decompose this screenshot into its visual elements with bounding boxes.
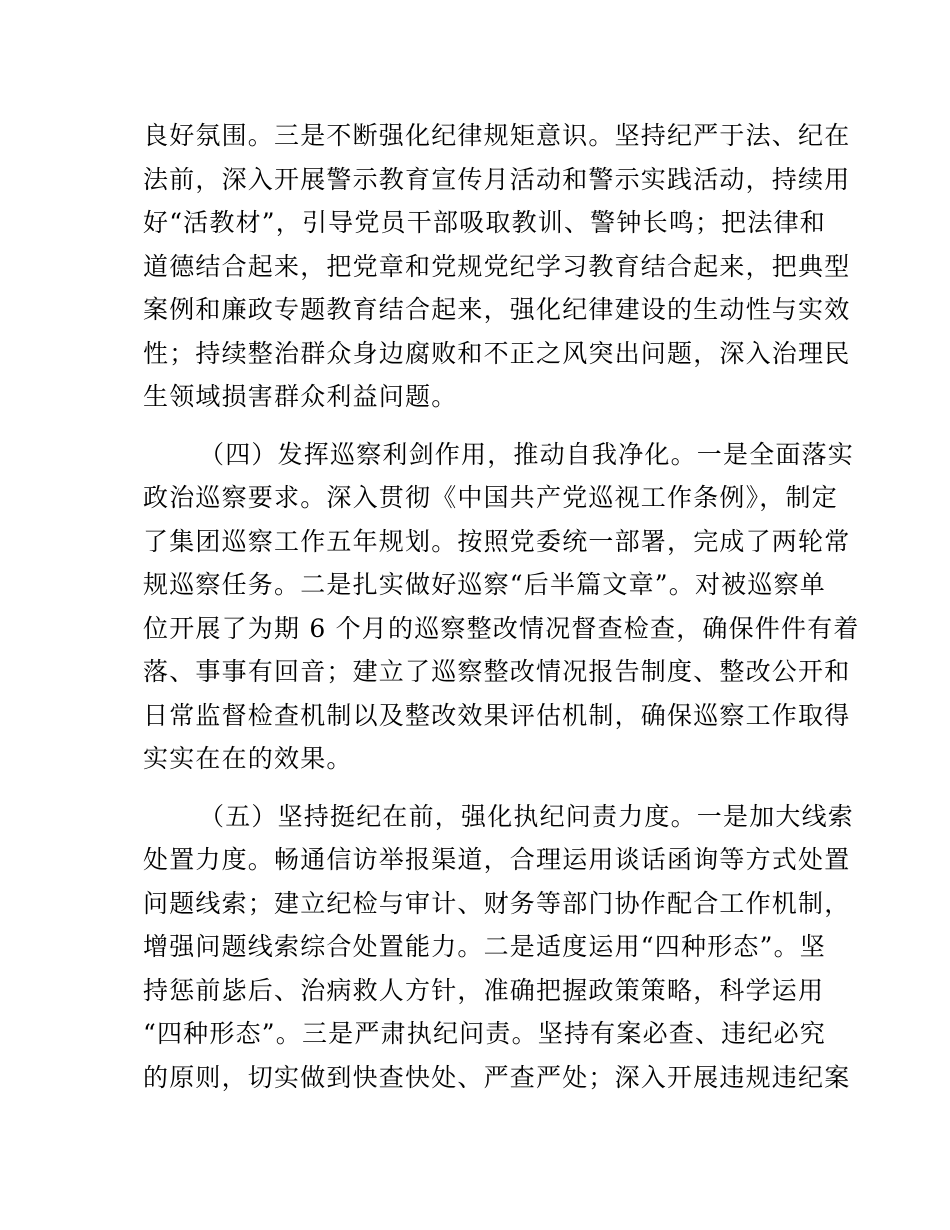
paragraph-line: 问题线索；建立纪检与审计、财务等部门协作配合工作机制， xyxy=(143,888,851,918)
paragraph-line: 良好氛围。三是不断强化纪律规矩意识。坚持纪严于法、纪在 xyxy=(143,121,851,150)
body-text xyxy=(143,114,860,1099)
paragraph-line: 日常监督检查机制以及整改效果评估机制，确保巡察工作取得 xyxy=(143,700,851,730)
paragraph-line: 道德结合起来，把党章和党规党纪学习教育结合起来，把典型 xyxy=(143,251,851,281)
paragraph-line: 案例和廉政专题教育结合起来，强化纪律建设的生动性与实效 xyxy=(143,295,851,324)
paragraph-line: 位开展了为期 6 个月的巡察整改情况督查检查，确保件件有着 xyxy=(143,613,860,643)
paragraph-heading-line: （五）坚持挺纪在前，强化执纪问责力度。一是加大线索 xyxy=(199,801,855,831)
paragraph-line: 了集团巡察工作五年规划。按照党委统一部署，完成了两轮常 xyxy=(143,526,851,556)
paragraph-line: “四种形态”。三是严肃执纪问责。坚持有案必查、违纪必究 xyxy=(143,1019,826,1048)
paragraph-line: 的原则，切实做到快查快处、严查严处；深入开展违规违纪案 xyxy=(143,1062,851,1092)
paragraph-line: 法前，深入开展警示教育宣传月活动和警示实践活动，持续用 xyxy=(143,164,851,194)
paragraph-1 xyxy=(143,114,851,419)
paragraph-line: 增强问题线索综合处置能力。二是适度运用“四种形态”。坚 xyxy=(143,932,826,961)
paragraph-3 xyxy=(143,795,855,1100)
paragraph-line: 政治巡察要求。深入贯彻《中国共产党巡视工作条例》，制定 xyxy=(143,483,838,512)
paragraph-2 xyxy=(143,433,860,781)
paragraph-line: 落、事事有回音；建立了巡察整改情况报告制度、整改公开和 xyxy=(143,657,851,686)
paragraph-line: 实实在在的效果。 xyxy=(143,744,353,773)
paragraph-line: 规巡察任务。二是扎实做好巡察“后半篇文章”。对被巡察单 xyxy=(143,570,826,599)
paragraph-line: 好“活教材”，引导党员干部吸取教训、警钟长鸣；把法律和 xyxy=(143,208,826,237)
paragraph-heading-line: （四）发挥巡察利剑作用，推动自我净化。一是全面落实 xyxy=(199,439,855,469)
paragraph-line: 处置力度。畅通信访举报渠道，合理运用谈话函询等方式处置 xyxy=(143,845,851,874)
paragraph-line: 生领域损害群众利益问题。 xyxy=(143,382,458,411)
paragraph-line: 性；持续整治群众身边腐败和不正之风突出问题，深入治理民 xyxy=(143,338,851,368)
paragraph-line: 持惩前毖后、治病救人方针，准确把握政策策略，科学运用 xyxy=(143,975,825,1005)
